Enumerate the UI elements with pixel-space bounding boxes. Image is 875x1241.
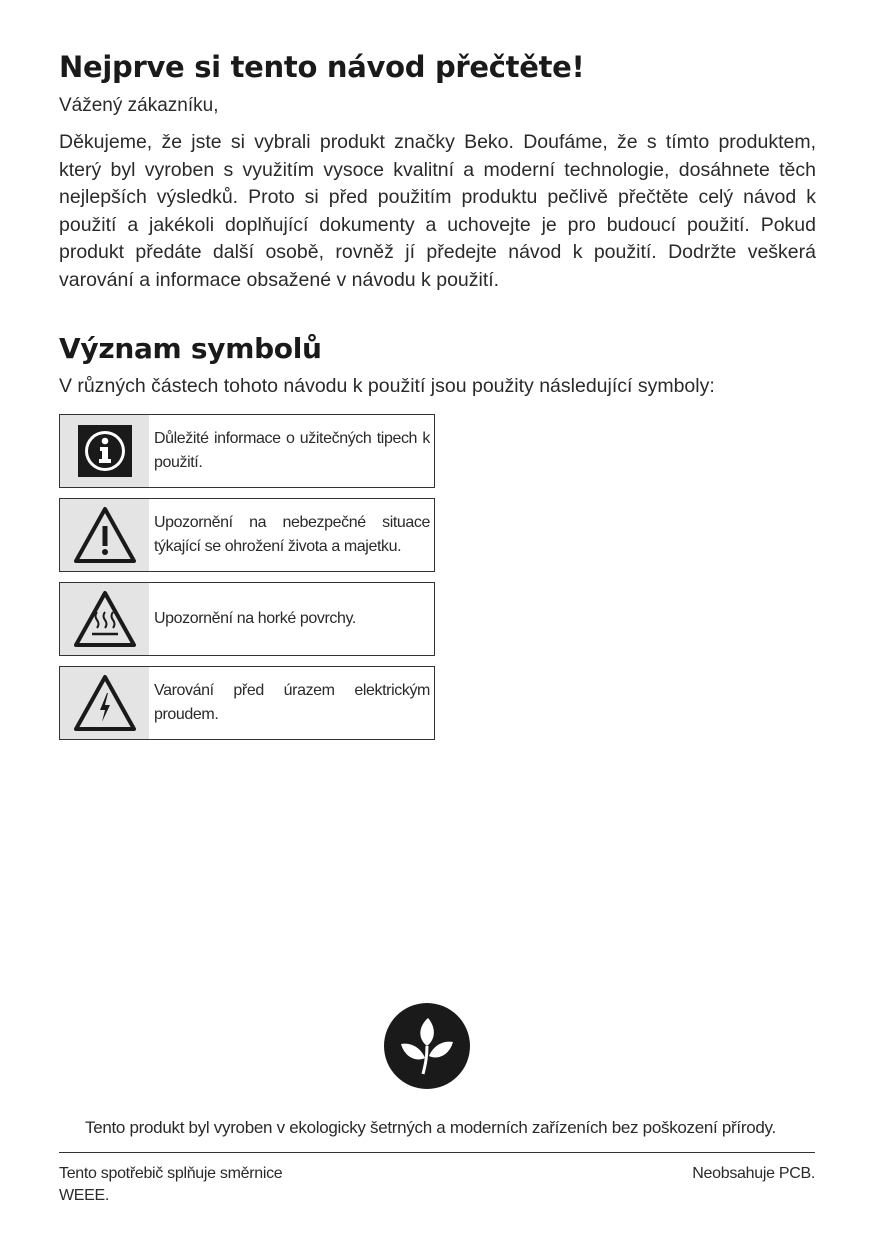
symbol-row-warning <box>59 498 435 572</box>
symbol-text-electric: Varování před úrazem elektrickým proudem. <box>154 682 430 723</box>
greeting: Vážený zákazníku, <box>59 95 219 116</box>
page-title: Nejprve si tento návod přečtěte! <box>59 50 585 84</box>
symbols-intro: V různých částech tohoto návodu k použití jsou použity následující symboly: <box>59 375 715 397</box>
symbol-row-electric <box>59 666 435 740</box>
electric-shock-icon <box>60 667 149 739</box>
symbol-row-info <box>59 414 435 488</box>
intro-paragraph: Děkujeme, že jste si vybrali produkt značky Beko. Doufáme, že s tímto produktem, který byl vyroben s využitím vysoce kvalitní a moderní technologie, dosáhnete těch nejlepších výsledků. Proto si před použitím produktu pečlivě přečtěte celý návod k použití a jakékoli doplňující dokumenty a uchovejte je pro budoucí použití. Pokud produkt předáte další osobě, rovněž jí předejte návod k použití. Dodržte veškerá varování a informace obsažené v návodu k použití. <box>59 131 816 291</box>
hot-surface-icon <box>60 583 149 655</box>
eco-statement: Tento produkt byl vyroben v ekologicky šetrných a moderních zařízeních bez poškození přírody. <box>85 1118 776 1137</box>
warning-icon <box>60 499 149 571</box>
leaf-icon <box>383 1002 471 1090</box>
pcb-statement: Neobsahuje PCB. <box>692 1165 815 1182</box>
symbol-row-hot-surface <box>59 582 435 656</box>
symbol-text-warning: Upozornění na nebezpečné situace týkající se ohrožení života a majetku. <box>154 514 430 555</box>
weee-statement: Tento spotřebič splňuje směrnice WEEE. <box>59 1165 283 1204</box>
symbols-heading: Význam symbolů <box>59 332 322 365</box>
info-icon <box>60 415 149 487</box>
symbol-text-info: Důležité informace o užitečných tipech k použití. <box>154 430 430 471</box>
footer-divider <box>59 1152 815 1153</box>
symbol-text-hot-surface: Upozornění na horké povrchy. <box>154 610 356 627</box>
